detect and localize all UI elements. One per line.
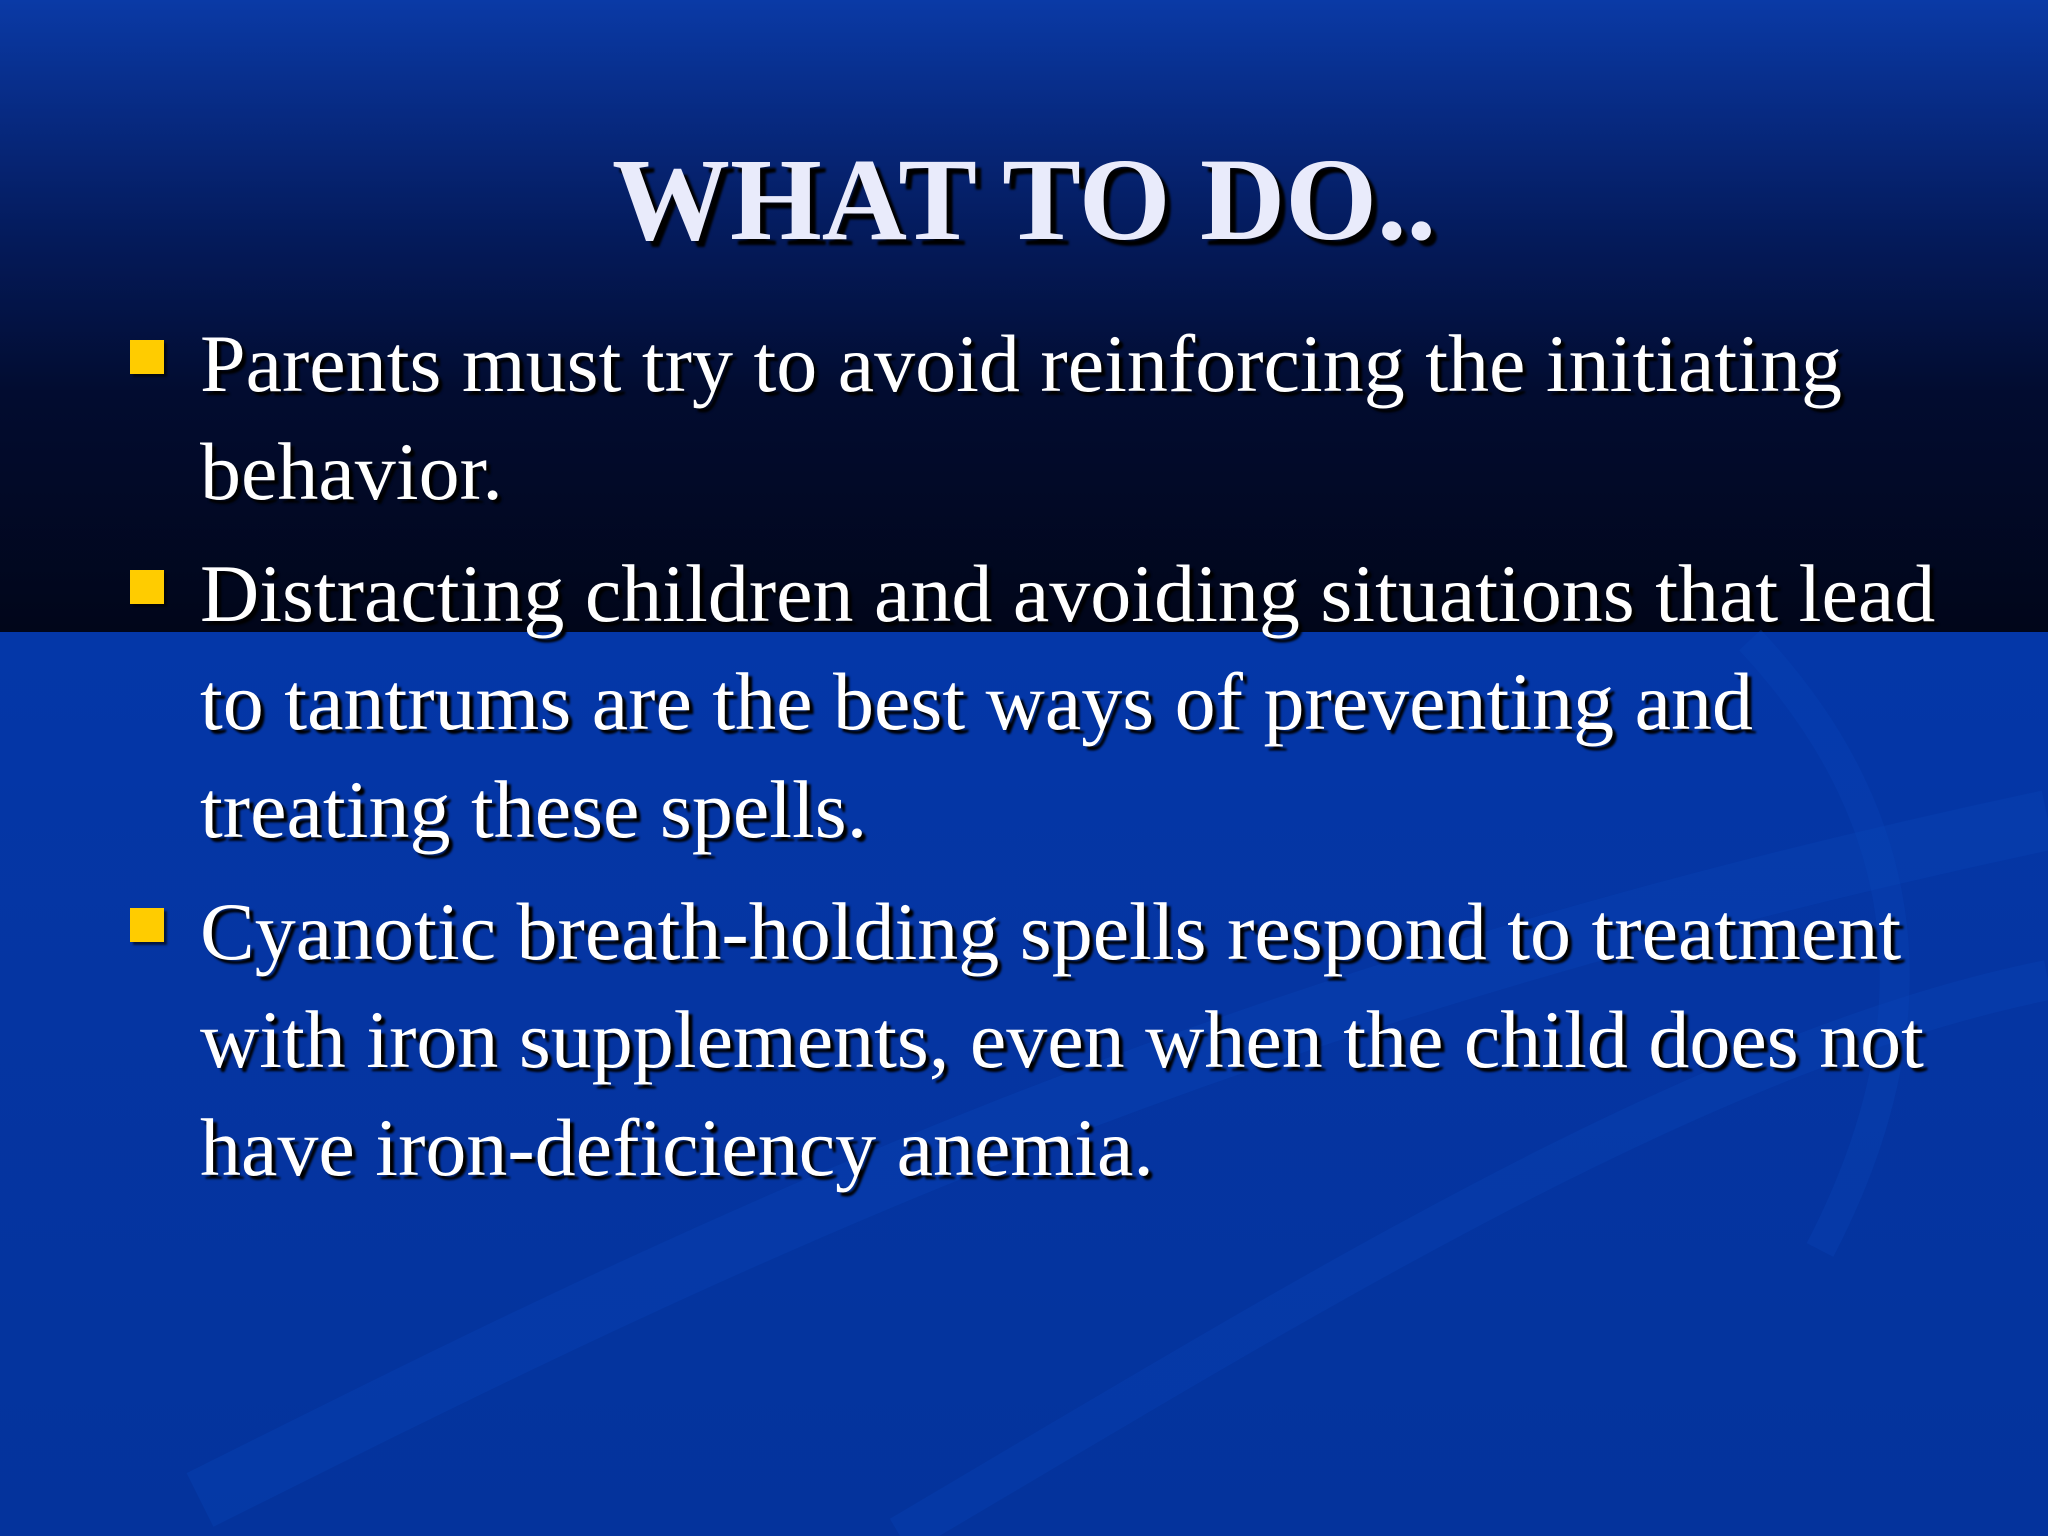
bullet-item	[128, 310, 1948, 526]
bullet-item	[128, 540, 1948, 864]
bullet-text: Cyanotic breath-holding spells respond to treatment with iron supplements, even when the child does not have iron-deficiency anemia.	[200, 886, 1924, 1193]
bullet-item	[128, 878, 1948, 1202]
bullet-text: Distracting children and avoiding situations that lead to tantrums are the best ways of preventing and treating these spells.	[200, 548, 1936, 855]
bullet-list	[128, 310, 1948, 1216]
square-bullet-icon	[130, 570, 164, 604]
slide-title: WHAT TO DO..	[611, 134, 1437, 265]
square-bullet-icon	[130, 340, 164, 374]
square-bullet-icon	[130, 908, 164, 942]
bullet-text: Parents must try to avoid reinforcing the initiating behavior.	[200, 318, 1842, 517]
